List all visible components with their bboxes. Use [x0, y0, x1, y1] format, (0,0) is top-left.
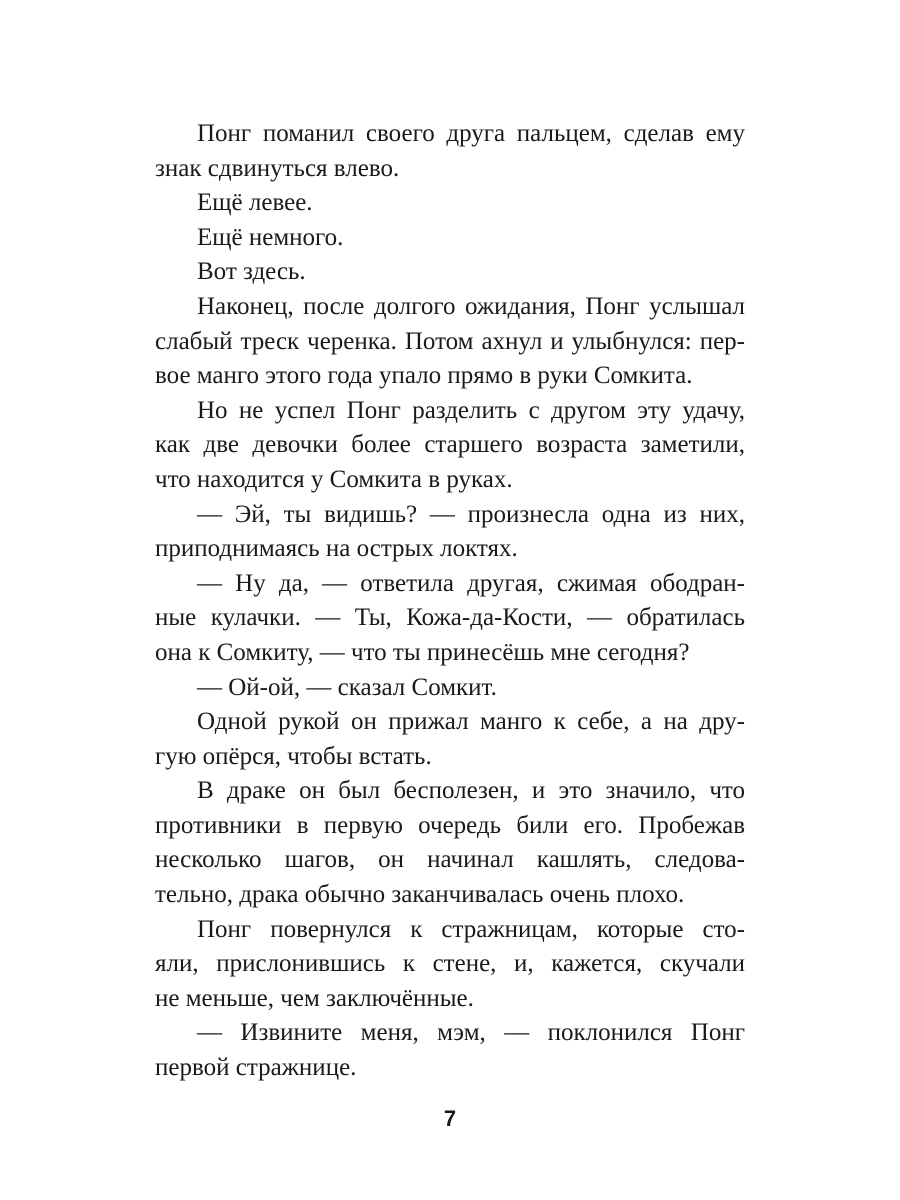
text-line: Понг повернулся к стражницам, которые сто- [197, 915, 745, 943]
text-line: знак сдвинуться влево. [155, 154, 400, 182]
text-line: слабый треск черенка. Потом ахнул и улыбнулся: пер- [155, 327, 745, 355]
text-line: Наконец, после долгого ожидания, Понг услышал [197, 292, 745, 320]
text-line: приподнимаясь на острых локтях. [155, 535, 518, 563]
text-line: Одной рукой он прижал манго к себе, а на дру- [197, 708, 745, 736]
text-line: что находится у Сомкита в руках. [155, 465, 513, 493]
text-line: — Извините меня, мэм, — поклонился Понг [197, 1019, 745, 1047]
text-line: — Ну да, — ответила другая, сжимая ободран- [197, 569, 745, 597]
text-line: — Эй, ты видишь? — произнесла одна из них, [197, 500, 745, 528]
text-line: несколько шагов, он начинал кашлять, следова- [155, 846, 745, 874]
text-line: Понг поманил своего друга пальцем, сделав ему [197, 120, 745, 147]
text-line: яли, прислонившись к стене, и, кажется, скучали [155, 950, 745, 978]
text-line: тельно, драка обычно заканчивалась очень плохо. [155, 881, 685, 909]
text-line: она к Сомкиту, — что ты принесёшь мне сегодня? [155, 638, 690, 666]
text-line: Ещё немного. [197, 223, 344, 251]
text-line: противники в первую очередь били его. Пробежав [155, 811, 745, 839]
text-line: Но не успел Понг разделить с другом эту удачу, [197, 396, 745, 424]
text-line: не меньше, чем заключённые. [155, 984, 474, 1012]
text-line: В драке он был бесполезен, и это значило, что [197, 777, 745, 805]
text-line: гую опёрся, чтобы встать. [155, 742, 432, 770]
page-number: 7 [443, 1106, 457, 1131]
text-line: ные кулачки. — Ты, Кожа-да-Кости, — обратилась [155, 604, 745, 632]
text-line: Вот здесь. [197, 258, 306, 286]
text-line: — Ой-ой, — сказал Сомкит. [197, 673, 497, 701]
body-text [155, 117, 745, 1086]
text-line: как две девочки более старшего возраста заметили, [155, 431, 745, 459]
text-line: вое манго этого года упало прямо в руки Сомкита. [155, 362, 693, 390]
text-line: первой стражнице. [155, 1054, 357, 1082]
text-line: Ещё левее. [197, 189, 313, 217]
